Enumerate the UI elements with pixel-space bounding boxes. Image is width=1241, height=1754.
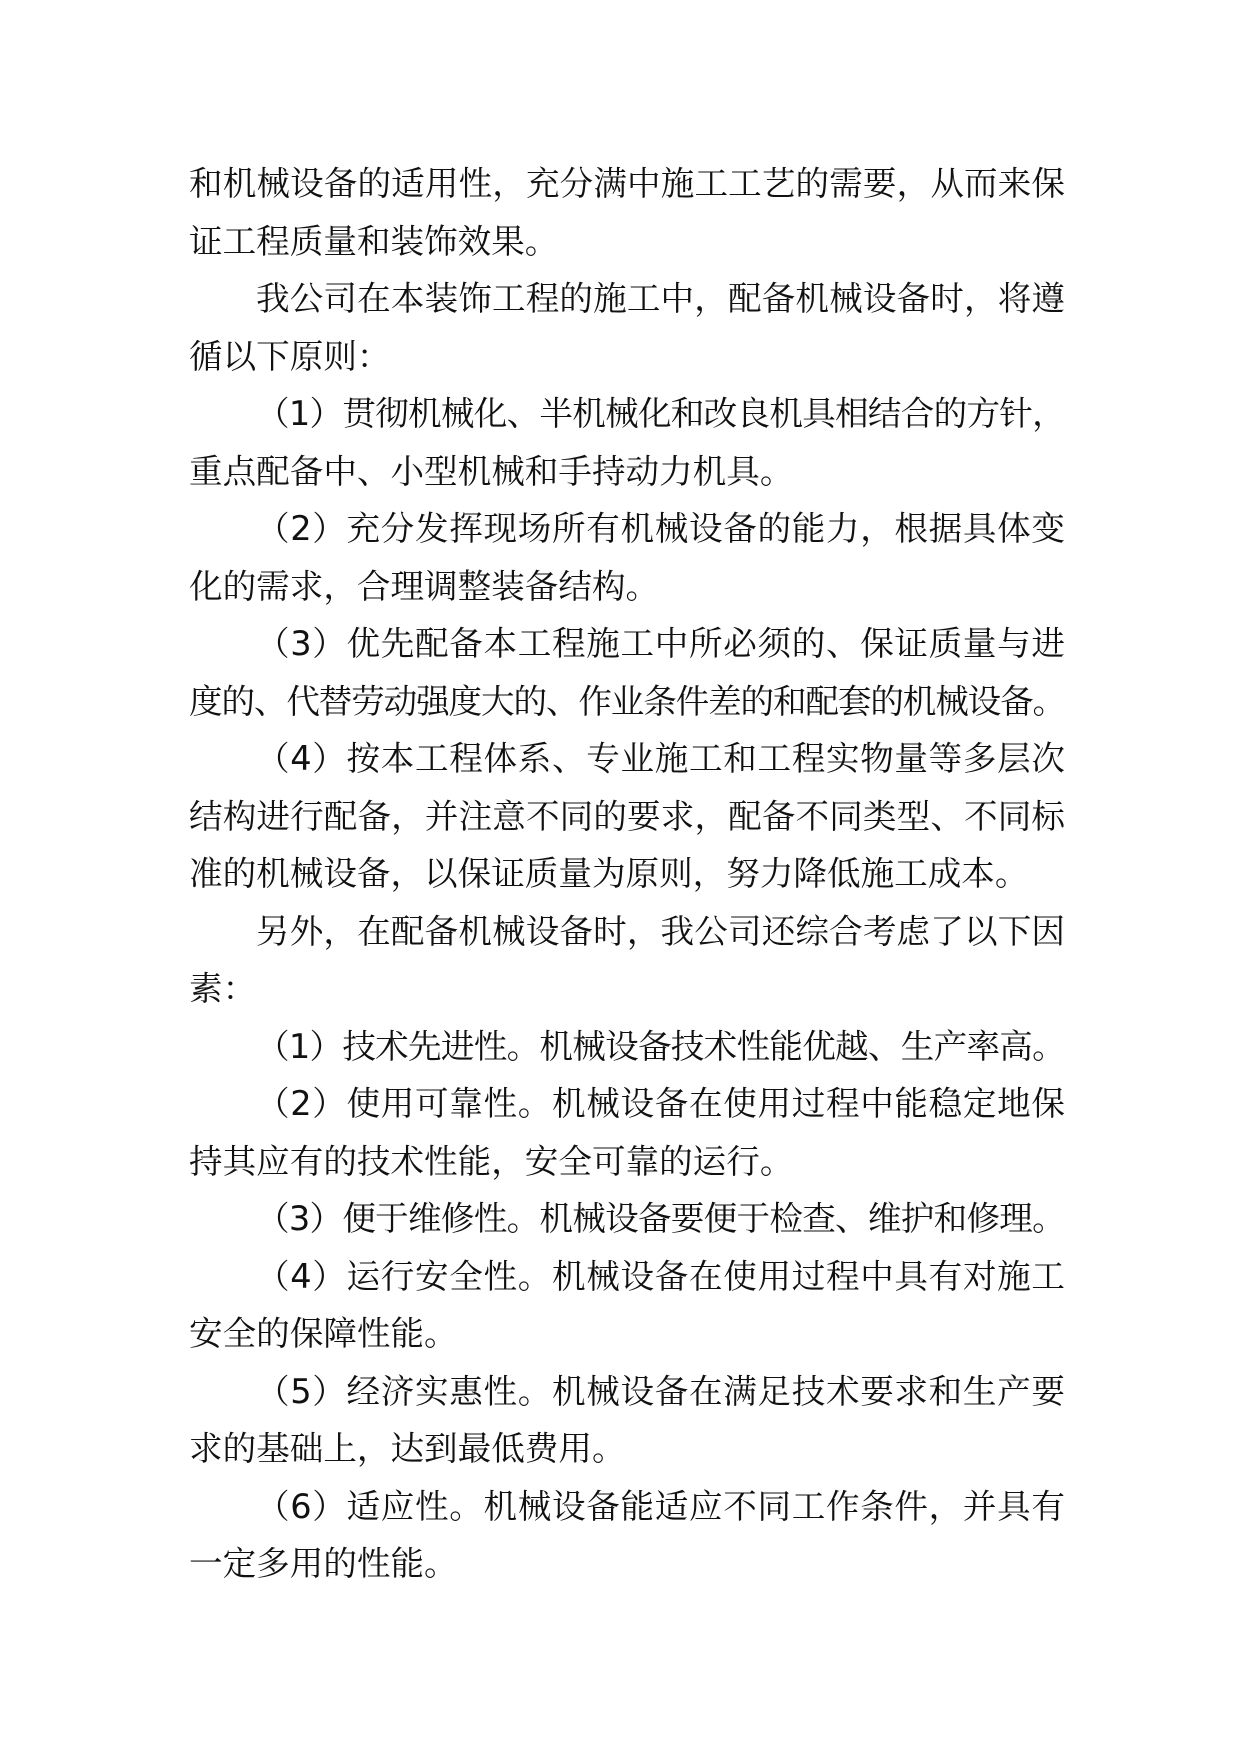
text-line: 和机械设备的适用性，充分满中施工工艺的需要，从而来保 — [189, 164, 1065, 203]
text-line: （2）使用可靠性。机械设备在使用过程中能稳定地保 — [256, 1084, 1065, 1123]
text-line: 准的机械设备，以保证质量为原则，努力降低施工成本。 — [189, 854, 1029, 893]
text-line: （5）经济实惠性。机械设备在满足技术要求和生产要 — [256, 1371, 1065, 1411]
text-line: （1）贯彻机械化、半机械化和改良机具相结合的方针， — [256, 394, 1065, 433]
paragraph-factor-6 — [189, 1478, 1065, 1593]
paragraph-principle-2 — [189, 500, 1065, 615]
text-line: （4）按本工程体系、专业施工和工程实物量等多层次 — [256, 739, 1065, 778]
text-line: （3）优先配备本工程施工中所必须的、保证质量与进 — [256, 624, 1065, 663]
text-line: 结构进行配备，并注意不同的要求，配备不同类型、不同标 — [189, 796, 1065, 836]
text-line: 证工程质量和装饰效果。 — [189, 221, 559, 261]
document-body — [189, 155, 1065, 1593]
text-line: 重点配备中、小型机械和手持动力机具。 — [189, 451, 794, 491]
paragraph-principles-intro — [189, 270, 1065, 385]
text-line: （4）运行安全性。机械设备在使用过程中具有对施工 — [256, 1256, 1065, 1296]
text-line: 另外，在配备机械设备时，我公司还综合考虑了以下因 — [256, 911, 1065, 951]
paragraph-continued — [189, 155, 1065, 270]
text-line: 度的、代替劳动强度大的、作业条件差的和配套的机械设备。 — [189, 681, 1065, 721]
paragraph-factor-3 — [189, 1190, 1065, 1248]
text-line: 素： — [189, 969, 257, 1008]
text-line: （3）便于维修性。机械设备要便于检查、维护和修理。 — [256, 1199, 1065, 1238]
paragraph-factor-5 — [189, 1363, 1065, 1478]
paragraph-principle-3 — [189, 615, 1065, 730]
text-line: 化的需求，合理调整装备结构。 — [189, 566, 660, 606]
text-line: （6）适应性。机械设备能适应不同工作条件，并具有 — [256, 1486, 1065, 1526]
text-line: 我公司在本装饰工程的施工中，配备机械设备时，将遵 — [256, 279, 1065, 318]
text-line: 求的基础上，达到最低费用。 — [189, 1429, 626, 1468]
paragraph-principle-1 — [189, 385, 1065, 500]
text-line: （2）充分发挥现场所有机械设备的能力，根据具体变 — [256, 509, 1065, 548]
text-line: （1）技术先进性。机械设备技术性能优越、生产率高。 — [256, 1026, 1065, 1066]
text-line: 循以下原则： — [189, 336, 391, 376]
text-line: 一定多用的性能。 — [189, 1544, 458, 1583]
paragraph-factor-2 — [189, 1075, 1065, 1190]
paragraph-factors-intro — [189, 903, 1065, 1018]
paragraph-principle-4 — [189, 730, 1065, 903]
paragraph-factor-4 — [189, 1248, 1065, 1363]
paragraph-factor-1 — [189, 1018, 1065, 1076]
text-line: 安全的保障性能。 — [189, 1314, 458, 1353]
text-line: 持其应有的技术性能，安全可靠的运行。 — [189, 1141, 794, 1181]
